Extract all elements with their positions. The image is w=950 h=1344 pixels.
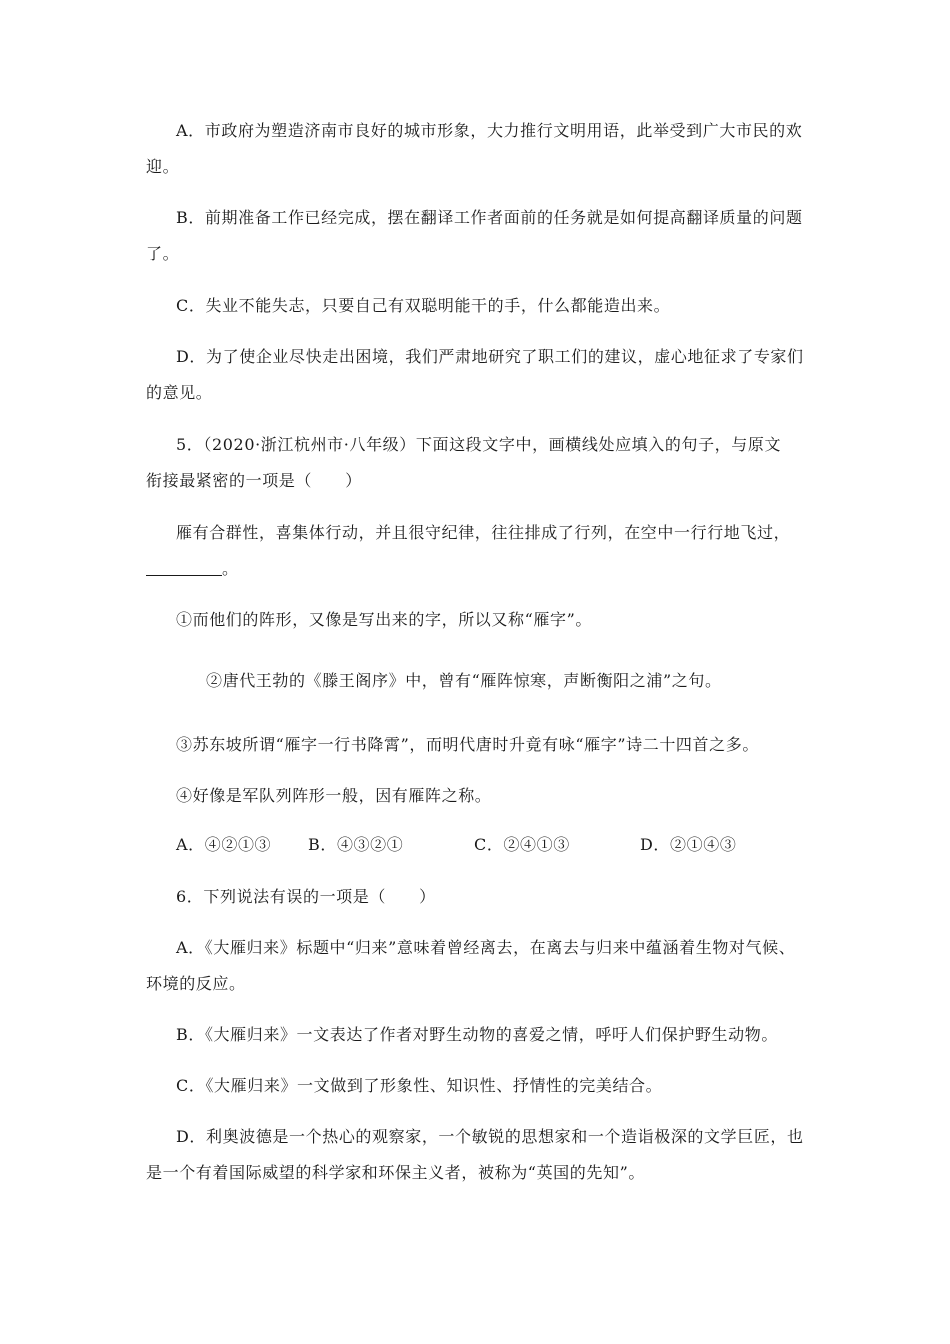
- q4-option-c: C．失业不能失志，只要自己有双聪明能干的手，什么都能造出来。: [176, 296, 671, 315]
- q6-stem: 6．下列说法有误的一项是（ ）: [176, 887, 436, 906]
- q6-option-c: C．《大雁归来》一文做到了形象性、知识性、抒情性的完美结合。: [176, 1076, 663, 1095]
- q6-option-d-line1: D．利奥波德是一个热心的观察家，一个敏锐的思想家和一个造诣极深的文学巨匠，也: [176, 1127, 804, 1146]
- q6-option-d-line2: 是一个有着国际威望的科学家和环保主义者，被称为“英国的先知”。: [146, 1163, 645, 1182]
- q5-choice-c: C．②④①③: [474, 835, 570, 854]
- q5-sentence-4: ④好像是军队列阵形一般，因有雁阵之称。: [176, 786, 492, 805]
- q4-option-d-line1: D．为了使企业尽快走出困境，我们严肃地研究了职工们的建议，虚心地征求了专家们: [176, 347, 804, 366]
- q4-option-d-line2: 的意见。: [146, 383, 213, 402]
- q5-choice-a: A．④②①③: [176, 835, 272, 854]
- q5-sentence-1: ①而他们的阵形，又像是写出来的字，所以又称“雁字”。: [176, 610, 592, 629]
- q6-option-a-line2: 环境的反应。: [146, 974, 246, 993]
- q4-option-a-line2: 迎。: [146, 157, 180, 176]
- q5-passage-line1: 雁有合群性，喜集体行动，并且很守纪律，往往排成了行列，在空中一行行地飞过，: [176, 523, 791, 542]
- q4-option-a-line1: A．市政府为塑造济南市良好的城市形象，大力推行文明用语，此举受到广大市民的欢: [176, 121, 803, 140]
- q5-stem-line2: 衔接最紧密的一项是（ ）: [146, 471, 362, 490]
- q5-passage-end: 。: [222, 559, 239, 578]
- q5-choice-d: D．②①④③: [640, 835, 737, 854]
- q6-option-a-line1: A．《大雁归来》标题中“归来”意味着曾经离去，在离去与归来中蕴涵着生物对气候、: [176, 938, 796, 957]
- q5-sentence-2: ②唐代王勃的《滕王阁序》中，曾有“雁阵惊寒，声断衡阳之浦”之句。: [206, 671, 722, 690]
- q4-option-b-line1: B．前期准备工作已经完成，摆在翻译工作者面前的任务就是如何提高翻译质量的问题: [176, 208, 803, 227]
- q4-option-b-line2: 了。: [146, 244, 180, 263]
- q5-stem-line1: 5．（2020·浙江杭州市·八年级）下面这段文字中，画横线处应填入的句子，与原文: [176, 435, 782, 454]
- q6-option-b: B．《大雁归来》一文表达了作者对野生动物的喜爱之情，呼吁人们保护野生动物。: [176, 1025, 778, 1044]
- fill-in-blank: [146, 561, 222, 576]
- q5-sentence-3: ③苏东坡所谓“雁字一行书降霄”，而明代唐时升竟有咏“雁字”诗二十四首之多。: [176, 735, 759, 754]
- q5-passage-line2: [146, 558, 239, 580]
- q5-choice-b: B．④③②①: [308, 835, 404, 854]
